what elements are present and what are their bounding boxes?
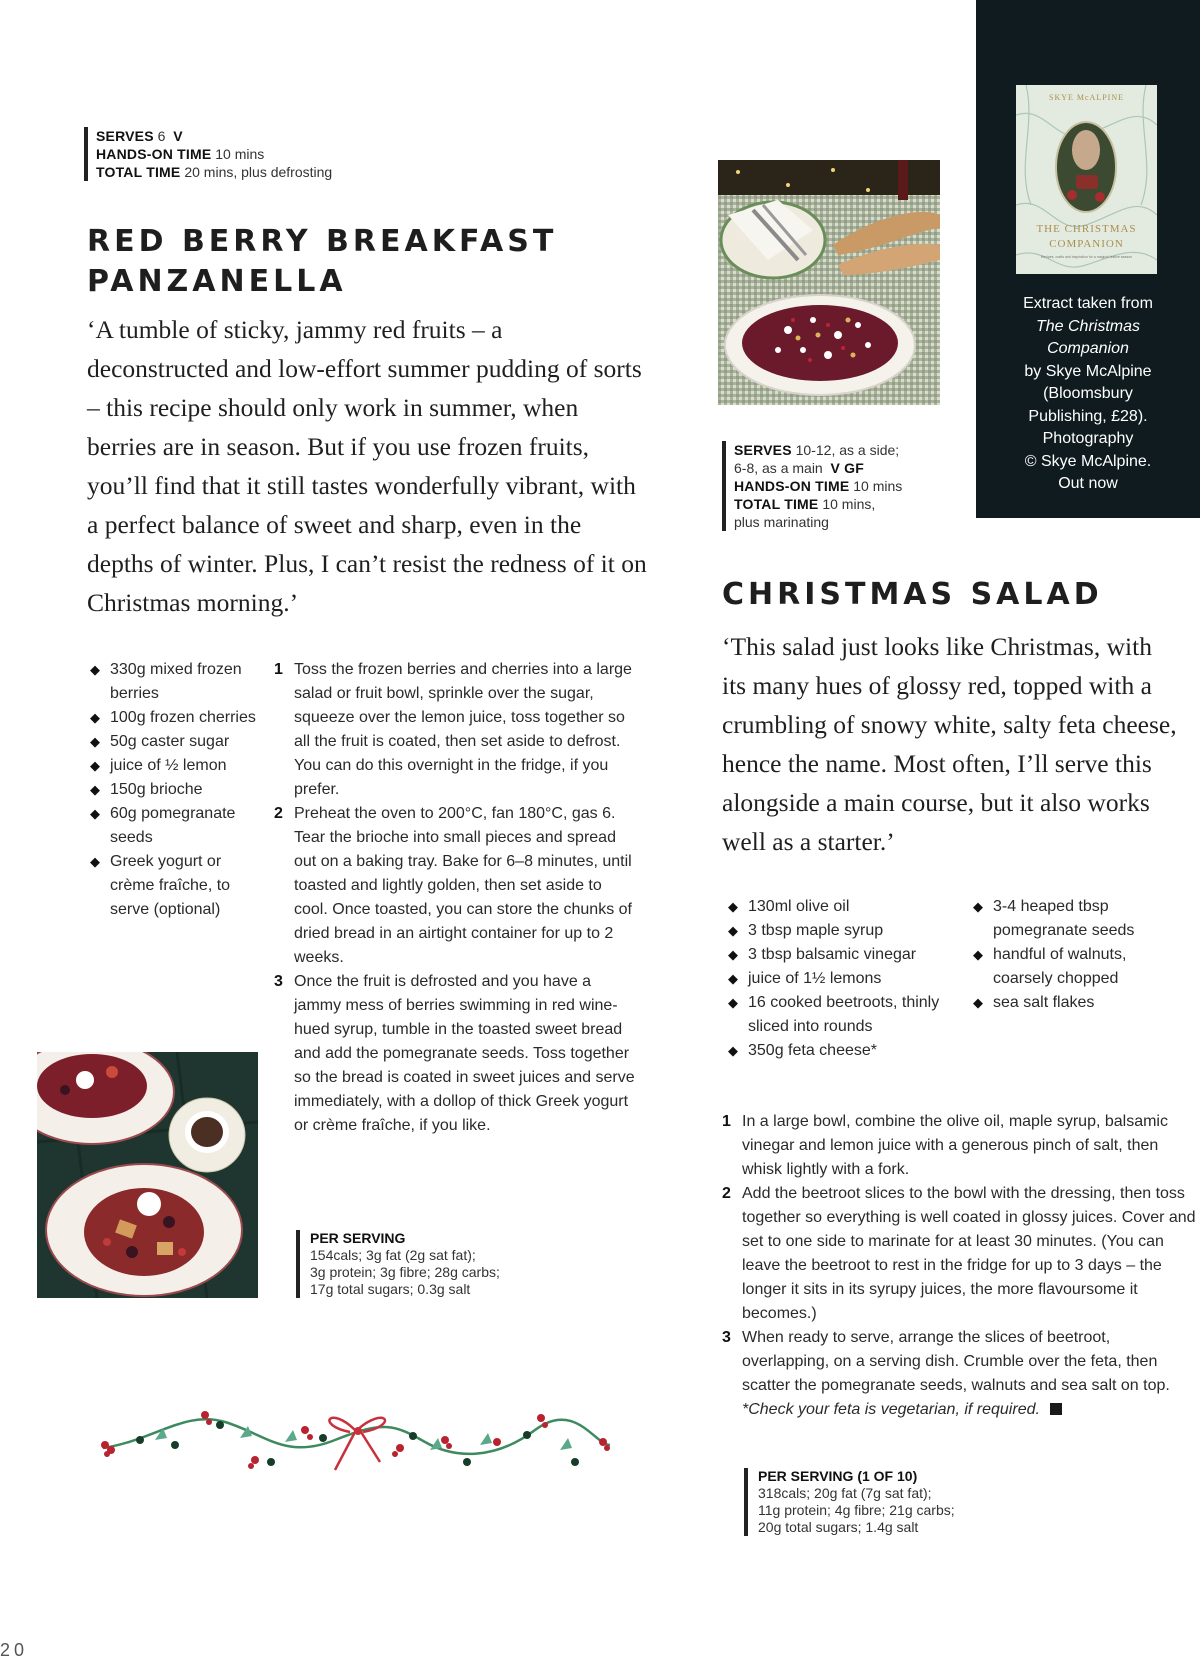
diamond-bullet-icon: ◆: [973, 899, 983, 914]
page-number: 20: [0, 1640, 29, 1660]
ingredient-item: ◆ 330g mixed frozen berries: [90, 658, 265, 706]
recipe2-meta: [722, 441, 902, 531]
diamond-bullet-icon: ◆: [728, 899, 738, 914]
method-note: [722, 1398, 1200, 1422]
diamond-bullet-icon: ◆: [728, 923, 738, 938]
christmas-salad-photo: [718, 160, 940, 405]
recipe2-nutrition: PER SERVING (1 OF 10) 318cals; 20g fat (7g sat fat); 11g protein; 4g fibre; 21g carbs; 20g total sugars; 1.4g salt: [744, 1468, 955, 1536]
ingredient-item: ◆ 130ml olive oil: [728, 895, 963, 919]
diamond-bullet-icon: ◆: [90, 758, 100, 773]
recipe1-ingredients: [90, 658, 265, 922]
cover-subtitle: Recipes, crafts and inspiration for a magical festive season: [1040, 255, 1133, 259]
step-number: 2: [722, 1185, 731, 1202]
recipe1-intro: ‘A tumble of sticky, jammy red fruits – a deconstructed and low-effort summer pudding of sorts – this recipe should only work in summer, when berries are in season. But if you use frozen fruits, you’ll find that it still tastes wonderfully vibrant, with a perfect balance of sweet and sharp, even in the depths of winter. Plus, I can’t resist the redness of it on Christmas morning.’: [87, 315, 647, 617]
method-step: 2 Preheat the oven to 200°C, fan 180°C, gas 6. Tear the brioche into small pieces and spread out on a baking tray. Bake for 6–8 minutes, until toasted and lightly golden, then set aside to cool. Once toasted, you can store the chunks of dried bread in an airtight container for up to 2 weeks.: [274, 802, 636, 970]
diamond-bullet-icon: ◆: [973, 947, 983, 962]
book-title: The Christmas: [1035, 317, 1141, 335]
diet-badge: V GF: [830, 460, 864, 476]
salad-photo-icon: [718, 160, 940, 405]
end-square-icon: [1050, 1403, 1062, 1415]
ingredient-item: ◆ 50g caster sugar: [90, 730, 265, 754]
serves-label: SERVES: [734, 442, 792, 458]
nutrition-heading: PER SERVING: [310, 1230, 406, 1246]
nutrition-heading: PER SERVING (1 OF 10): [758, 1468, 918, 1484]
diamond-bullet-icon: ◆: [90, 782, 100, 797]
method-step: 2 Add the beetroot slices to the bowl with the dressing, then toss together so everything is well coated in glossy juices. Cover and set to one side to marinate for at least 30 minutes. (You can leave the beetroot to rest in the fridge for up to 3 days – the longer it sits in its syrupy juices, the more flavoursome it becomes.): [722, 1182, 1200, 1326]
total-time-label: TOTAL TIME: [96, 164, 181, 180]
food-photo-icon: [37, 1052, 258, 1298]
ingredient-item: ◆ 350g feta cheese*: [728, 1039, 963, 1063]
total-time-value: 20 mins, plus defrosting: [184, 164, 333, 180]
diamond-bullet-icon: ◆: [728, 995, 738, 1010]
recipe1-method: [274, 658, 636, 1138]
diamond-bullet-icon: ◆: [90, 710, 100, 725]
step-number: 3: [722, 1329, 731, 1346]
recipe2-ingredients-col1: [728, 895, 963, 1063]
step-number: 2: [274, 805, 283, 822]
serves-value: 6: [157, 128, 166, 144]
ingredient-item: ◆ 3-4 heaped tbsp pomegranate seeds: [973, 895, 1188, 943]
recipe2-method: [722, 1110, 1200, 1422]
ingredient-item: ◆ juice of 1½ lemons: [728, 967, 963, 991]
recipe2-intro: ‘This salad just looks like Christmas, with its many hues of glossy red, topped with a crumbling of snowy white, salty feta cheese, hence the name. Most often, I’ll serve this alongside a main course, but it also works well as a starter.’: [722, 632, 1177, 856]
book-title: Companion: [1047, 340, 1129, 357]
diamond-bullet-icon: ◆: [728, 1043, 738, 1058]
diamond-bullet-icon: ◆: [728, 971, 738, 986]
recipe1-title: [87, 222, 557, 302]
book-cover: [1016, 85, 1157, 274]
total-time-label: TOTAL TIME: [734, 496, 819, 512]
cover-title: THE CHRISTMAS COMPANION: [1036, 223, 1137, 250]
diet-badge: V: [173, 128, 183, 144]
recipe1-meta: [84, 127, 332, 181]
method-step: 1 In a large bowl, combine the olive oil, maple syrup, balsamic vinegar and lemon juice with a generous pinch of salt, then whisk lightly with a fork.: [722, 1110, 1200, 1182]
diamond-bullet-icon: ◆: [90, 854, 100, 869]
ingredient-item: ◆ sea salt flakes: [973, 991, 1188, 1015]
total-time-extra: plus marinating: [734, 514, 829, 530]
diamond-bullet-icon: ◆: [728, 947, 738, 962]
recipe2-ingredients-col2: [973, 895, 1188, 1015]
serves-value-main: 6-8, as a main: [734, 460, 823, 476]
book-credit-panel: [976, 0, 1200, 518]
panzanella-photo: [37, 1052, 258, 1298]
hands-on-value: 10 mins: [853, 478, 903, 494]
ingredient-item: ◆ Greek yogurt or crème fraîche, to serve (optional): [90, 850, 265, 922]
serves-label: SERVES: [96, 128, 154, 144]
diamond-bullet-icon: ◆: [90, 806, 100, 821]
hands-on-label: HANDS-ON TIME: [96, 146, 212, 162]
total-time-value: 10 mins,: [822, 496, 876, 512]
cover-author: SKYE McALPINE: [1049, 93, 1124, 102]
method-step: 3 When ready to serve, arrange the slices of beetroot, overlapping, on a serving dish. Crumble over the feta, then scatter the pomegranate seeds, walnuts and sea salt on top.: [722, 1326, 1200, 1398]
ingredient-item: ◆ 3 tbsp balsamic vinegar: [728, 943, 963, 967]
ingredient-item: ◆ 3 tbsp maple syrup: [728, 919, 963, 943]
ingredient-item: ◆ 60g pomegranate seeds: [90, 802, 265, 850]
recipe1-nutrition: PER SERVING 154cals; 3g fat (2g sat fat); 3g protein; 3g fibre; 28g carbs; 17g total sugars; 0.3g salt: [296, 1230, 500, 1298]
step-number: 1: [722, 1113, 731, 1130]
feta-note: *Check your feta is vegetarian, if required.: [742, 1401, 1040, 1418]
method-step: 1 Toss the frozen berries and cherries into a large salad or fruit bowl, sprinkle over the sugar, squeeze over the lemon juice, toss together so all the fruit is coated, then set aside to defrost. You can do this overnight in the fridge, if you prefer.: [274, 658, 636, 802]
book-credit-text: Extract taken from The Christmas Companion by Skye McAlpine (Bloomsbury Publishing, £28). Photography © Skye McAlpine. Out now: [976, 293, 1200, 496]
hands-on-label: HANDS-ON TIME: [734, 478, 850, 494]
title-line-1: RED BERRY BREAKFAST: [87, 224, 558, 259]
diamond-bullet-icon: ◆: [973, 995, 983, 1010]
garland-icon: [95, 1400, 615, 1480]
ingredient-item: ◆ 100g frozen cherries: [90, 706, 265, 730]
step-number: 3: [274, 973, 283, 990]
holly-garland-decoration: [95, 1400, 615, 1480]
ingredient-item: ◆ 16 cooked beetroots, thinly sliced into rounds: [728, 991, 963, 1039]
hands-on-value: 10 mins: [215, 146, 265, 162]
diamond-bullet-icon: ◆: [90, 662, 100, 677]
method-step: 3 Once the fruit is defrosted and you have a jammy mess of berries swimming in red wine-hued syrup, tumble in the toasted sweet bread and add the pomegranate seeds. Toss together so the bread is coated in sweet juices and serve immediately, with a dollop of thick Greek yogurt or crème fraîche, if you like.: [274, 970, 636, 1138]
diamond-bullet-icon: ◆: [90, 734, 100, 749]
step-number: 1: [274, 661, 283, 678]
serves-value: 10-12, as a side;: [795, 442, 900, 458]
title-line-2: PANZANELLA: [87, 264, 347, 299]
ingredient-item: ◆ juice of ½ lemon: [90, 754, 265, 778]
recipe2-title: CHRISTMAS SALAD: [722, 577, 1103, 612]
ingredient-item: ◆ 150g brioche: [90, 778, 265, 802]
ingredient-item: ◆ handful of walnuts, coarsely chopped: [973, 943, 1188, 991]
